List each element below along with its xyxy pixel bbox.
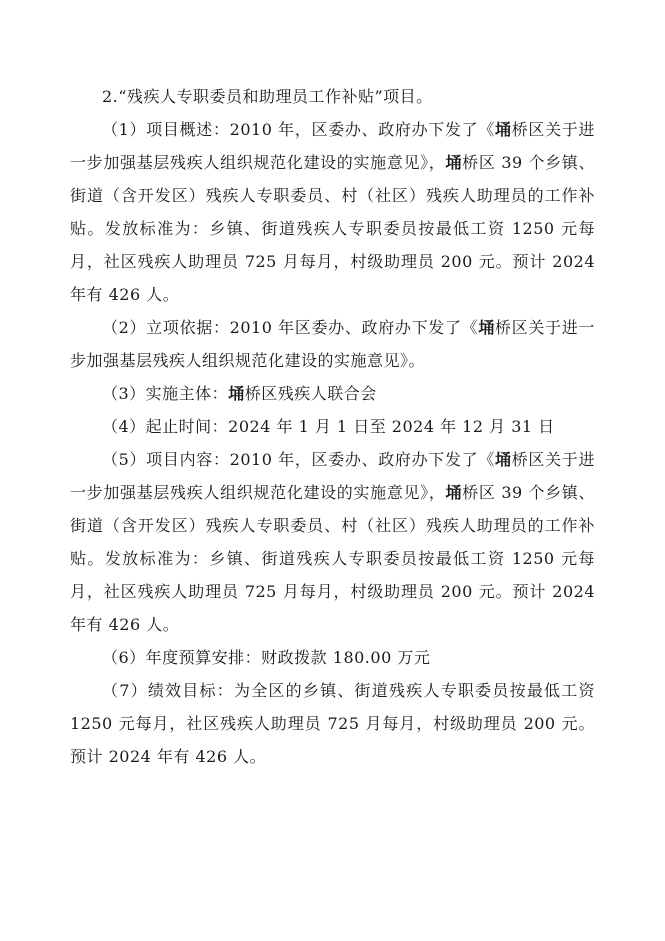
paragraph-content [70,443,595,641]
basis-bold-char: 埇 [478,318,496,337]
paragraph-overview [70,113,595,311]
budget-text: （6）年度预算安排：财政拨款 180.00 万元 [102,648,431,667]
implementer-bold-char: 埇 [228,384,245,403]
paragraph-budget [70,641,595,674]
content-suffix: 桥区 39 个乡镇、街道（含开发区）残疾人专职委员、村（社区）残疾人助理员的工作补贴。发放标准为：乡镇、街道残疾人专职委员按最低工资 1250 元每月，社区残疾人助理员 725 月每月，村级助理员 200 元。预计 2024 年有 426 人。 [70,483,595,634]
basis-suffix: 桥区关于进一步加强基层残疾人组织规范化建设的实施意见》。 [70,318,595,370]
content-bold-char-2: 埇 [445,483,463,502]
paragraph-basis [70,311,595,377]
overview-mid: 桥区关于进一步加强基层残疾人组织规范化建设的实施意见》， [70,120,595,172]
content-mid: 桥区关于进一步加强基层残疾人组织规范化建设的实施意见》， [70,450,595,502]
document-body [70,80,595,773]
section-heading-text: 2.“残疾人专职委员和助理员工作补贴”项目。 [102,87,433,106]
overview-bold-char-2: 埇 [445,153,463,172]
content-bold-char-1: 埇 [495,450,512,469]
section-heading [70,80,595,113]
paragraph-implementer [70,377,595,410]
overview-suffix: 桥区 39 个乡镇、街道（含开发区）残疾人专职委员、村（社区）残疾人助理员的工作补贴。发放标准为：乡镇、街道残疾人专职委员按最低工资 1250 元每月，社区残疾人助理员 725 月每月，村级助理员 200 元。预计 2024 年有 426 人。 [70,153,595,304]
content-prefix: （5）项目内容：2010 年，区委办、政府办下发了《 [102,450,496,469]
implementer-suffix: 桥区残疾人联合会 [244,384,377,403]
implementer-prefix: （3）实施主体： [102,384,229,403]
basis-prefix: （2）立项依据：2010 年区委办、政府办下发了《 [102,318,479,337]
paragraph-period [70,410,595,443]
overview-prefix: （1）项目概述：2010 年，区委办、政府办下发了《 [102,120,496,139]
goal-text: （7）绩效目标：为全区的乡镇、街道残疾人专职委员按最低工资 1250 元每月，社区残疾人助理员 725 月每月，村级助理员 200 元。预计 2024 年有 426 人。 [70,681,595,766]
overview-bold-char-1: 埇 [495,120,512,139]
paragraph-goal [70,674,595,773]
period-text: （4）起止时间：2024 年 1 月 1 日至 2024 年 12 月 31 日 [102,417,555,436]
